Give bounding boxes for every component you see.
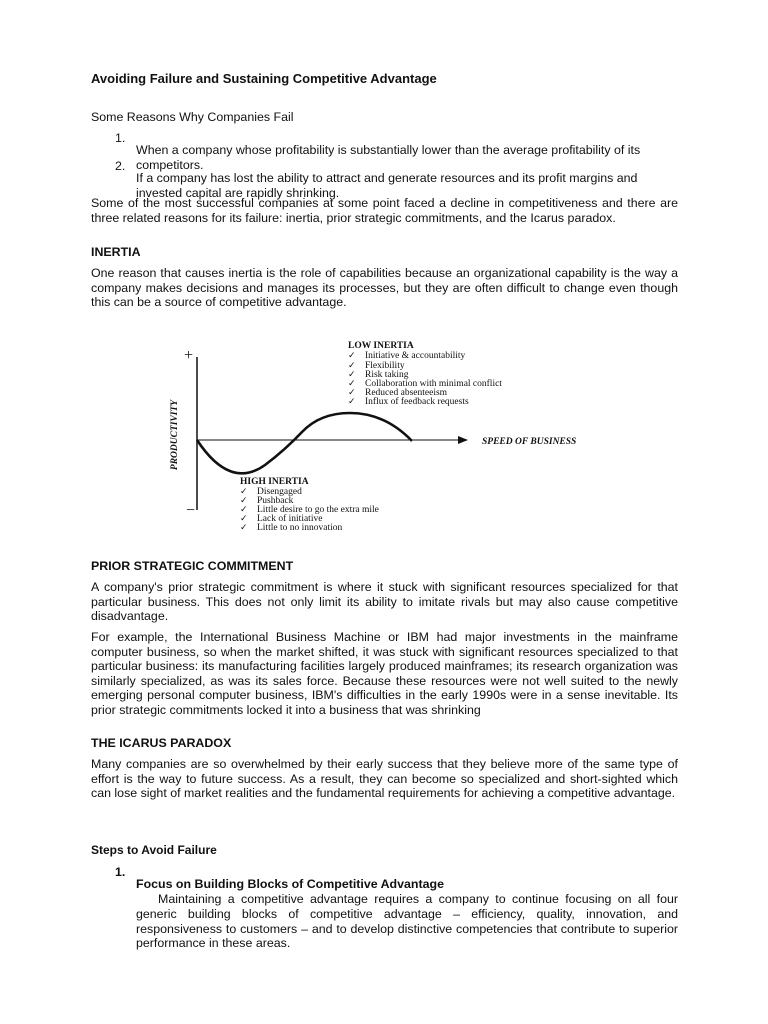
check-icon: ✓: [348, 396, 356, 406]
minus-sign: −: [186, 502, 196, 519]
high-inertia-item: Disengaged: [257, 487, 302, 497]
check-icon: ✓: [240, 486, 248, 496]
reason-item: If a company has lost the ability to attract and generate resources and its profit margins and invested capital are rapidly shrinking.: [136, 171, 638, 200]
x-axis-arrow: [458, 436, 468, 444]
reason-item: When a company whose profitability is substantially lower than the average profitability of its competitors.: [136, 143, 641, 172]
high-inertia-item: Pushback: [257, 496, 294, 506]
check-icon: ✓: [240, 495, 248, 505]
intro-paragraph: Some of the most successful companies at some point faced a decline in competitiveness and there are three related reasons for its failure: inertia, prior strategic commitments, and the Icarus paradox.: [91, 196, 678, 225]
prior-paragraph-2: For example, the International Business Machine or IBM had major investments in the mainframe computer business, so when the market shifted, it was stuck with significant resources specialized to that particular business: its manufacturing facilities largely produced mainframes; its research organization was similarly specialized, as was its sales force. Because these resources were not well suited to the newly emerging personal computer business, IBM's difficulties in the early 1990s were in a sense inevitable. Its prior strategic commitments locked it into a business that was shrinking: [91, 630, 678, 717]
check-icon: ✓: [348, 350, 356, 360]
high-inertia-item: Little desire to go the extra mile: [257, 505, 379, 515]
high-inertia-item: Little to no innovation: [257, 523, 343, 533]
inertia-diagram: [160, 335, 640, 540]
document-title: Avoiding Failure and Sustaining Competitive Advantage: [91, 71, 437, 86]
step-title: Focus on Building Blocks of Competitive Advantage: [136, 877, 444, 892]
check-icon: ✓: [348, 369, 356, 379]
step-paragraph: Maintaining a competitive advantage requires a company to continue focusing on all four generic building blocks of competitive advantage – efficiency, quality, innovation, and responsiveness to customers – and to develop distinctive competencies that contribute to superior performance in these areas.: [136, 892, 678, 951]
high-inertia-item: Lack of initiative: [257, 514, 323, 524]
inertia-heading: INERTIA: [91, 245, 141, 259]
low-inertia-item: Influx of feedback requests: [365, 397, 469, 407]
productivity-curve: [197, 413, 412, 473]
check-icon: ✓: [240, 522, 248, 532]
check-icon: ✓: [348, 378, 356, 388]
x-axis-label: SPEED OF BUSINESS: [482, 437, 577, 447]
reasons-heading: Some Reasons Why Companies Fail: [91, 110, 294, 124]
check-icon: ✓: [348, 360, 356, 370]
low-inertia-item: Reduced absenteeism: [365, 388, 448, 398]
check-icon: ✓: [348, 387, 356, 397]
prior-paragraph-1: A company's prior strategic commitment is where it stuck with significant resources specialized for that particular business. This does not only limit its ability to imitate rivals but may also cause competitive disadvantage.: [91, 580, 678, 624]
step-number: 1.: [115, 865, 126, 879]
icarus-heading: THE ICARUS PARADOX: [91, 736, 232, 750]
low-inertia-item: Collaboration with minimal conflict: [365, 379, 502, 389]
check-icon: ✓: [240, 504, 248, 514]
reason-number: 2.: [115, 159, 126, 173]
low-inertia-item: Flexibility: [365, 361, 405, 371]
low-inertia-title: LOW INERTIA: [348, 341, 414, 351]
check-icon: ✓: [240, 513, 248, 523]
steps-heading: Steps to Avoid Failure: [91, 843, 217, 857]
icarus-paragraph: Many companies are so overwhelmed by their early success that they believe more of the same type of effort is the way to future success. As a result, they can become so specialized and short-sighted which can lose sight of market realities and the fundamental requirements for achieving a competitive advantage.: [91, 757, 678, 801]
y-axis-label: PRODUCTIVITY: [170, 399, 180, 471]
high-inertia-list: [240, 486, 379, 533]
inertia-paragraph: One reason that causes inertia is the role of capabilities because an organizational capability is the way a company makes decisions and manages its processes, but they are often difficult to change even though this can be a source of competitive advantage.: [91, 266, 678, 310]
prior-heading: PRIOR STRATEGIC COMMITMENT: [91, 559, 294, 573]
high-inertia-title: HIGH INERTIA: [240, 477, 309, 487]
low-inertia-list: [348, 350, 502, 407]
reason-number: 1.: [115, 131, 126, 145]
low-inertia-item: Initiative & accountability: [365, 351, 466, 361]
plus-sign: +: [184, 347, 194, 364]
low-inertia-item: Risk taking: [365, 370, 409, 380]
